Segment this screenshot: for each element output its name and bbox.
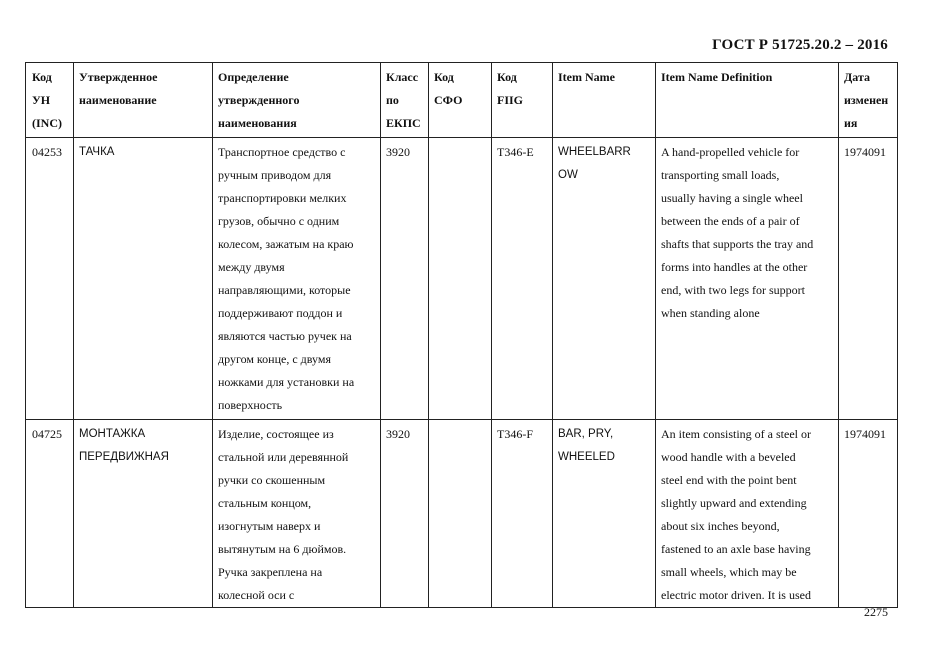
cell-definition: Транспортное средство с ручным приводом для транспортировки мелких грузов, обычно с одним колесом, зажатым на краю между двумя направляющими, которые поддерживают поддон и являются частью ручек на другом конце, с двумя ножками для установки на поверхность [213, 138, 381, 420]
cell-sfo [429, 138, 492, 420]
cell-fiig: T346-E [492, 138, 553, 420]
col-header-date: Дата изменен ия [839, 63, 898, 138]
col-header-sfo: Код СФО [429, 63, 492, 138]
cell-item-name: WHEELBARR OW [553, 138, 656, 420]
table-row [26, 420, 898, 608]
cell-item-definition: A hand-propelled vehicle for transporting small loads, usually having a single wheel between the ends of a pair of shafts that supports the tray and forms into handles at the other end, with two legs for support when standing alone [656, 138, 839, 420]
cell-ekps: 3920 [381, 420, 429, 608]
table-header-row [26, 63, 898, 138]
cell-date: 1974091 [839, 420, 898, 608]
document-header: ГОСТ Р 51725.20.2 – 2016 [712, 37, 888, 53]
col-header-name: Утвержденное наименование [74, 63, 213, 138]
cell-item-definition: An item consisting of a steel or wood handle with a beveled steel end with the point bent slightly upward and extending about six inches beyond, fastened to an axle base having small wheels, which may be electric motor driven. It is used [656, 420, 839, 608]
col-header-definition: Определение утвержденного наименования [213, 63, 381, 138]
col-header-item-name: Item Name [553, 63, 656, 138]
page-number: 2275 [864, 605, 888, 619]
cell-item-name: BAR, PRY, WHEELED [553, 420, 656, 608]
cell-name: МОНТАЖКА ПЕРЕДВИЖНАЯ [74, 420, 213, 608]
cell-sfo [429, 420, 492, 608]
table-row [26, 138, 898, 420]
col-header-ekps: Класс по ЕКПС [381, 63, 429, 138]
nomenclature-table [25, 62, 898, 608]
cell-code: 04253 [26, 138, 74, 420]
cell-definition: Изделие, состоящее из стальной или деревянной ручки со скошенным стальным концом, изогнутым наверх и вытянутым на 6 дюймов. Ручка закреплена на колесной оси с [213, 420, 381, 608]
cell-fiig: T346-F [492, 420, 553, 608]
col-header-fiig: Код FIIG [492, 63, 553, 138]
col-header-code: Код УН (INC) [26, 63, 74, 138]
cell-code: 04725 [26, 420, 74, 608]
cell-date: 1974091 [839, 138, 898, 420]
col-header-item-definition: Item Name Definition [656, 63, 839, 138]
cell-ekps: 3920 [381, 138, 429, 420]
cell-name: ТАЧКА [74, 138, 213, 420]
